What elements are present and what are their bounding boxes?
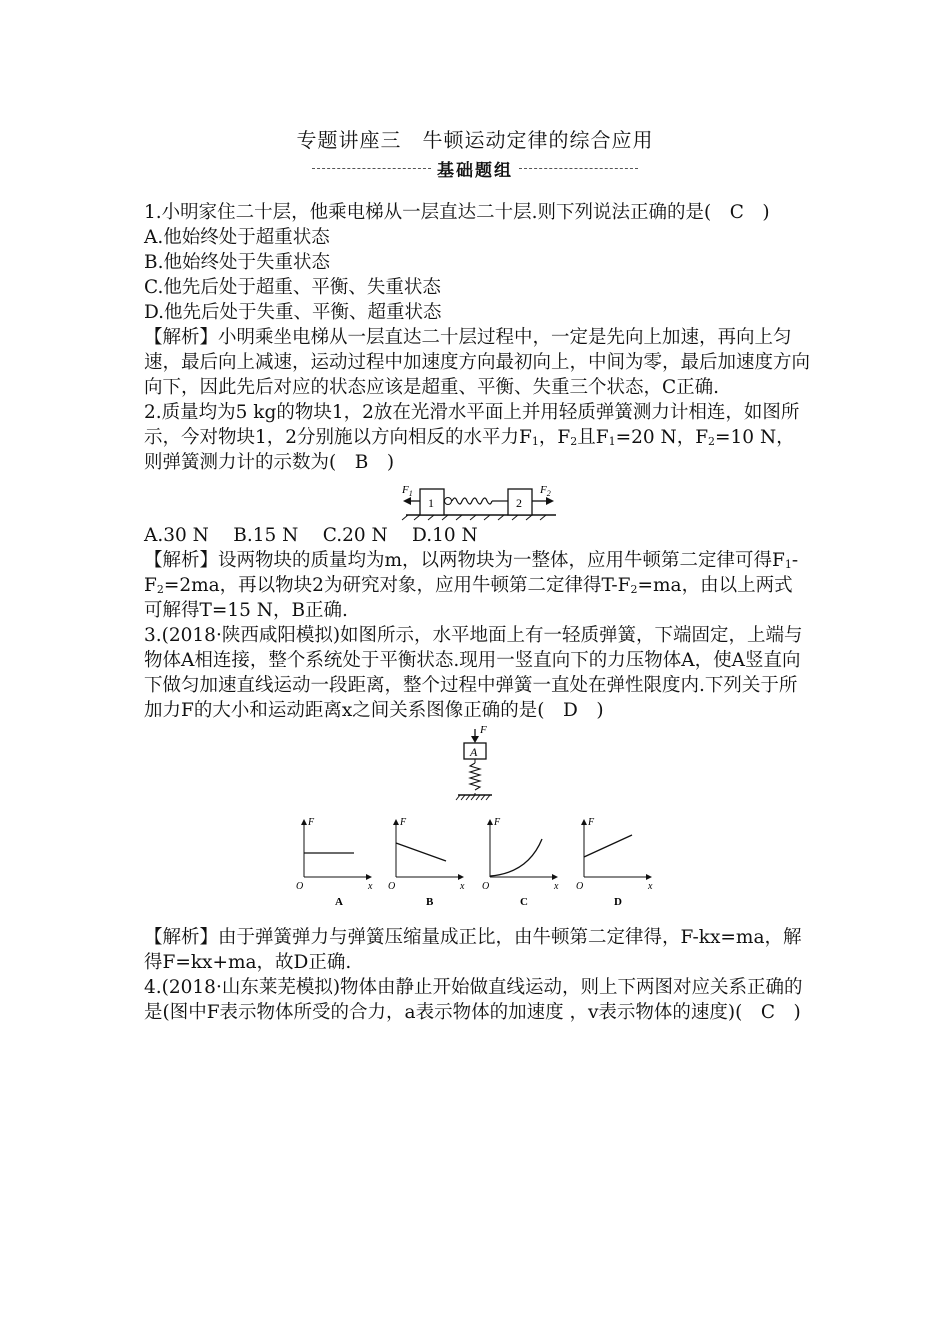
arrow-right-icon xyxy=(546,497,554,505)
f2-label: $F_2$ xyxy=(540,484,551,498)
block-a-label: A xyxy=(470,745,478,759)
graph-b-y-label: F xyxy=(400,817,407,828)
spring-coil xyxy=(452,498,492,504)
q1-option-c: C.他先后处于超重、平衡、失重状态 xyxy=(144,277,441,298)
graph-a-origin: O xyxy=(296,881,304,892)
block-2-label: 2 xyxy=(516,496,522,510)
f1-label: $F_1$ xyxy=(402,484,413,498)
q2-stem: 2.质量均为5 kg的物块1，2放在光滑水平面上并用轻质弹簧测力计相连，如图所示，今对物块1，2分别施以方向相反的水平力$F_1$，$F_2$且$F_1=20$ N，$F_2=10$ N，则弹簧测力计的示数为( B ) xyxy=(144,402,800,473)
arrow-down-icon xyxy=(471,736,479,743)
graph-d-x-label: x xyxy=(648,881,653,892)
vertical-spring xyxy=(470,763,480,790)
block-1-label: 1 xyxy=(428,496,434,510)
f-x-graph-options xyxy=(144,813,810,909)
graph-c-origin: O xyxy=(482,881,490,892)
force-label: F xyxy=(480,724,487,736)
graph-c-caption: C xyxy=(520,896,528,908)
q1-option-b: B.他始终处于失重状态 xyxy=(144,252,330,273)
graph-d-origin: O xyxy=(576,881,584,892)
graph-a-caption: A xyxy=(335,896,343,908)
graph-d-caption: D xyxy=(614,896,622,908)
q3-analysis: 【解析】由于弹簧弹力与弹簧压缩量成正比，由牛顿第二定律得，F-kx=ma，解得F=kx+ma，故D正确. xyxy=(144,927,802,973)
q3-spring-figure xyxy=(144,723,810,807)
graph-c-x-label: x xyxy=(554,881,559,892)
q3-stem: 3.(2018·陕西咸阳模拟)如图所示，水平地面上有一轻质弹簧，下端固定，上端与物体A相连接，整个系统处于平衡状态.现用一竖直向下的力压物体A，使A竖直向下做匀加速直线运动一段距离，整个过程中弹簧一直处在弹性限度内.下列关于所加力F的大小和运动距离x之间关系图像正确的是( D ) xyxy=(144,625,803,721)
section-label: 基础题组 xyxy=(437,160,513,181)
divider-right xyxy=(519,168,638,169)
spring-hook xyxy=(445,498,452,505)
graph-a-y-label: F xyxy=(308,817,315,828)
graph-b-caption: B xyxy=(426,896,434,908)
graph-d-curve xyxy=(584,835,632,857)
arrow-left-icon xyxy=(403,497,411,505)
graph-c xyxy=(482,817,559,908)
q4-stem: 4.(2018·山东莱芜模拟)物体由静止开始做直线运动，则上下两图对应关系正确的是(图中F表示物体所受的合力，a表示物体的加速度 ，v表示物体的速度)( C ) xyxy=(144,977,803,1023)
spring-block-diagram xyxy=(144,723,810,807)
q2-figure xyxy=(144,475,810,521)
section-heading xyxy=(312,157,638,179)
q1-analysis: 【解析】小明乘坐电梯从一层直达二十层过程中，一定是先向上加速，再向上匀速，最后向上减速，运动过程中加速度方向最初向上，中间为零，最后加速度方向向下，因此先后对应的状态应该是超重、平衡、失重三个状态，C正确. xyxy=(144,327,811,398)
graph-b-curve xyxy=(396,843,446,861)
worksheet-body xyxy=(144,200,810,1025)
q1-option-d: D.他先后处于失重、平衡、超重状态 xyxy=(144,302,442,323)
q2-options: A.30 N B.15 N C.20 N D.10 N xyxy=(144,525,478,546)
q1-option-a: A.他始终处于超重状态 xyxy=(144,227,330,248)
divider-left xyxy=(312,168,431,169)
graph-d-y-label: F xyxy=(588,817,595,828)
graph-b xyxy=(388,817,465,908)
graph-c-y-label: F xyxy=(494,817,501,828)
graph-d xyxy=(576,817,653,908)
page-title: 专题讲座三 牛顿运动定律的综合应用 xyxy=(296,128,654,152)
graph-a xyxy=(296,817,373,908)
q1-stem: 1.小明家住二十层，他乘电梯从一层直达二十层.则下列说法正确的是( C ) xyxy=(144,202,770,223)
graph-a-x-label: x xyxy=(368,881,373,892)
graph-b-origin: O xyxy=(388,881,396,892)
graph-b-x-label: x xyxy=(460,881,465,892)
spring-balance-diagram xyxy=(144,475,810,521)
q2-analysis: 【解析】设两物块的质量均为m，以两物块为一整体，应用牛顿第二定律可得$F_1-F_2=2ma$，再以物块2为研究对象，应用牛顿第二定律得$T-F_2=ma$，由以上两式可解得T=15 N，B正确. xyxy=(144,550,799,621)
graph-c-curve xyxy=(490,839,542,876)
q3-graphs xyxy=(144,813,810,909)
